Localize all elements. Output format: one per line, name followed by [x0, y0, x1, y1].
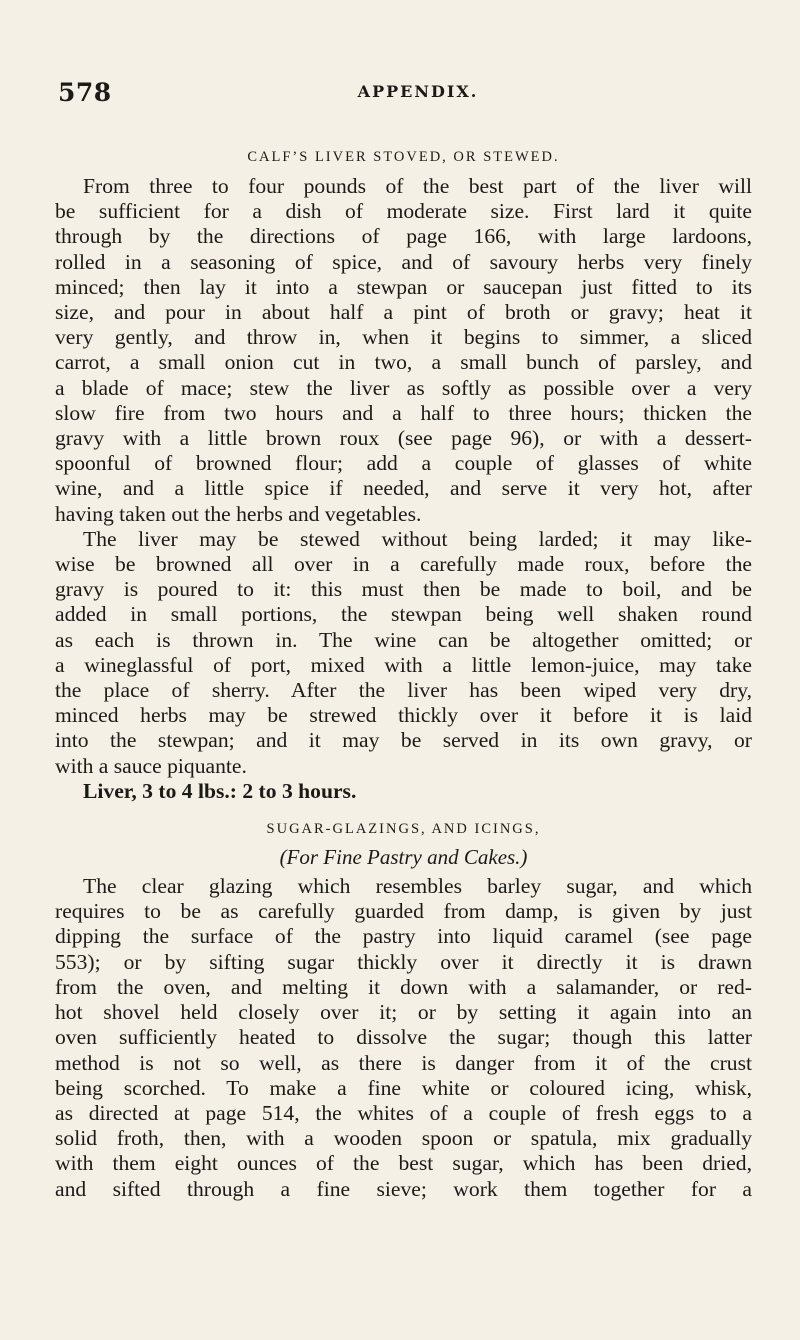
text-line: added in small portions, the stewpan being well shaken round	[55, 602, 752, 627]
text-line: hot shovel held closely over it; or by setting it again into an	[55, 1000, 752, 1025]
text-line: dipping the surface of the pastry into liquid caramel (see page	[55, 924, 752, 949]
text-line: size, and pour in about half a pint of broth or gravy; heat it	[55, 300, 752, 325]
text-line: minced herbs may be strewed thickly over it before it is laid	[55, 703, 752, 728]
text-line: being scorched. To make a fine white or coloured icing, whisk,	[55, 1075, 752, 1100]
text-line: and sifted through a fine sieve; work them together for a	[55, 1176, 752, 1201]
text-line: carrot, a small onion cut in two, a small bunch of parsley, and	[55, 350, 752, 375]
text-line: The clear glazing which resembles barley sugar, and which	[83, 874, 752, 899]
text-line: spoonful of browned flour; add a couple of glasses of white	[55, 451, 752, 476]
text-line: a blade of mace; stew the liver as softly as possible over a very	[55, 375, 752, 400]
text-line: with a sauce piquante.	[55, 753, 247, 778]
text-line: wise be browned all over in a carefully made roux, before the	[55, 552, 752, 577]
text-line: be sufficient for a dish of moderate size. First lard it quite	[55, 199, 752, 224]
text-line: very gently, and throw in, when it begins to simmer, a sliced	[55, 325, 752, 350]
page-header	[58, 78, 748, 118]
page-number: 578	[58, 78, 112, 107]
text-line: wine, and a little spice if needed, and serve it very hot, after	[55, 476, 752, 501]
text-line: requires to be as carefully guarded from damp, is given by just	[55, 899, 752, 924]
text-line: Liver, 3 to 4 lbs.: 2 to 3 hours.	[83, 778, 357, 803]
text-line: the place of sherry. After the liver has been wiped very dry,	[55, 678, 752, 703]
section-title-calfs-liver: CALF’S LIVER STOVED, OR STEWED.	[247, 149, 560, 165]
text-line: a wineglassful of port, mixed with a little lemon-juice, may take	[55, 652, 752, 677]
recipe-note	[55, 779, 752, 804]
text-line: gravy is poured to it: this must then be made to boil, and be	[55, 577, 752, 602]
text-line: with them eight ounces of the best sugar, which has been dried,	[55, 1151, 752, 1176]
text-line: rolled in a seasoning of spice, and of savoury herbs very finely	[55, 249, 752, 274]
text-line: The liver may be stewed without being larded; it may like-	[83, 526, 752, 551]
text-line: into the stewpan; and it may be served in its own gravy, or	[55, 728, 752, 753]
text-line: as each is thrown in. The wine can be altogether omitted; or	[55, 627, 752, 652]
text-line: gravy with a little brown roux (see page 96), or with a dessert-	[55, 426, 752, 451]
text-line: from the oven, and melting it down with a salamander, or red-	[55, 974, 752, 999]
text-line: solid froth, then, with a wooden spoon or spatula, mix gradually	[55, 1126, 752, 1151]
text-line: as directed at page 514, the whites of a couple of fresh eggs to a	[55, 1100, 752, 1125]
text-line: method is not so well, as there is danger from it of the crust	[55, 1050, 752, 1075]
text-line: having taken out the herbs and vegetables.	[55, 501, 422, 526]
running-head: APPENDIX.	[357, 82, 479, 101]
text-line: 553); or by sifting sugar thickly over it directly it is drawn	[55, 949, 752, 974]
text-line: minced; then lay it into a stewpan or saucepan just fitted to its	[55, 274, 752, 299]
text-line: through by the directions of page 166, with large lardoons,	[55, 224, 752, 249]
paragraph	[55, 527, 752, 779]
text-line: slow fire from two hours and a half to three hours; thicken the	[55, 400, 752, 425]
paragraph	[55, 874, 752, 1202]
section-subtitle: (For Fine Pastry and Cakes.)	[279, 845, 528, 870]
page-content	[55, 146, 752, 1202]
text-line: oven sufficiently heated to dissolve the sugar; though this latter	[55, 1025, 752, 1050]
section-title-sugar-glazings: SUGAR-GLAZINGS, AND ICINGS,	[266, 821, 541, 838]
text-line: From three to four pounds of the best part of the liver will	[83, 174, 752, 198]
paragraph	[55, 174, 752, 527]
